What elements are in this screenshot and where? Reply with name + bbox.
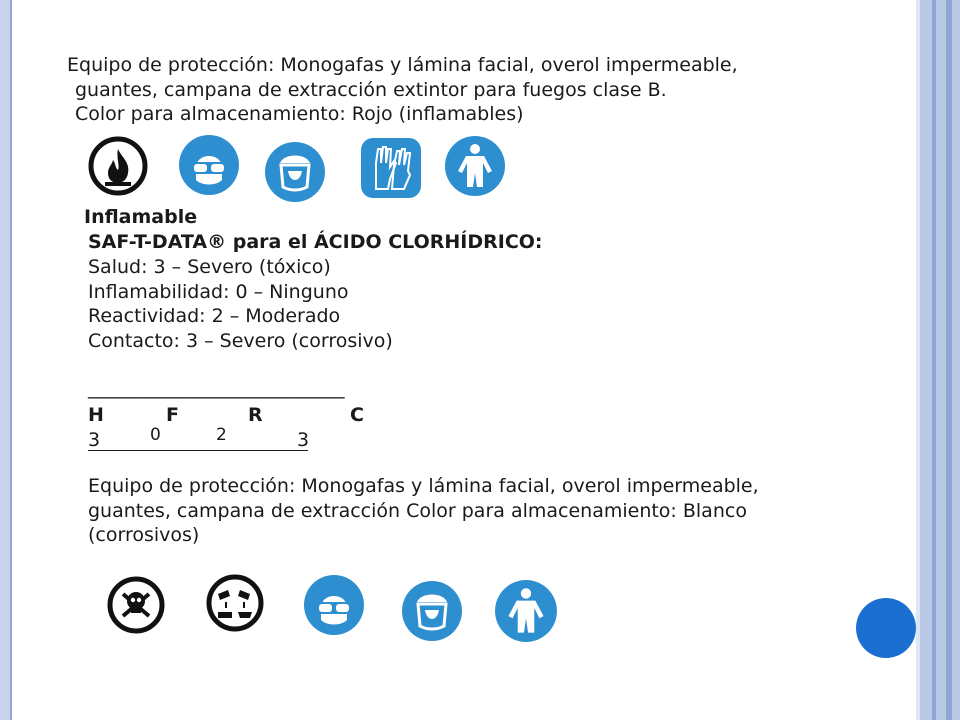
protection-text-1b: guantes, campana de extracción extintor para fuegos clase B. bbox=[75, 79, 667, 101]
left-frame-border bbox=[0, 0, 12, 720]
health-rating: Salud: 3 – Severo (tóxico) bbox=[88, 256, 331, 278]
coverall-icon-2 bbox=[494, 579, 558, 643]
rating-header-c: C bbox=[350, 404, 364, 426]
right-frame-border bbox=[916, 0, 960, 720]
rating-value-f: 0 bbox=[150, 425, 161, 445]
goggles-icon bbox=[178, 134, 240, 196]
face-shield-icon bbox=[264, 141, 326, 203]
rating-value-r: 2 bbox=[216, 425, 227, 445]
protection-text-1a: Equipo de protección: Monogafas y lámina facial, overol impermeable, bbox=[67, 54, 738, 76]
rating-header-r: R bbox=[248, 404, 263, 426]
rating-rule: ___________________________ bbox=[88, 377, 345, 399]
coverall-icon bbox=[444, 135, 506, 197]
corrosive-icon bbox=[206, 574, 264, 632]
rating-values-underline bbox=[88, 450, 308, 451]
rating-header-f: F bbox=[166, 404, 179, 426]
protection-text-2a: Equipo de protección: Monogafas y lámina facial, overol impermeable, bbox=[88, 475, 759, 497]
contact-rating: Contacto: 3 – Severo (corrosivo) bbox=[88, 330, 393, 352]
goggles-icon-2 bbox=[303, 574, 365, 636]
reactivity-rating: Reactividad: 2 – Moderado bbox=[88, 305, 341, 327]
gloves-icon bbox=[360, 137, 422, 199]
rating-header-h: H bbox=[88, 404, 104, 426]
storage-color-text: Color para almacenamiento: Rojo (inflamables) bbox=[75, 103, 524, 125]
flammability-rating: Inflamabilidad: 0 – Ninguno bbox=[88, 281, 349, 303]
rating-value-h: 3 bbox=[88, 429, 101, 451]
toxic-skull-icon bbox=[107, 576, 165, 634]
saf-t-data-title: SAF-T-DATA® para el ÁCIDO CLORHÍDRICO: bbox=[88, 231, 543, 253]
decorative-dot bbox=[856, 598, 916, 658]
protection-text-2c: (corrosivos) bbox=[88, 524, 200, 546]
face-shield-icon-2 bbox=[401, 580, 463, 642]
protection-text-2b: guantes, campana de extracción Color para almacenamiento: Blanco bbox=[88, 500, 747, 522]
hazard-label: Inflamable bbox=[84, 206, 198, 228]
flammable-icon bbox=[88, 136, 148, 196]
rating-value-c: 3 bbox=[297, 429, 310, 451]
